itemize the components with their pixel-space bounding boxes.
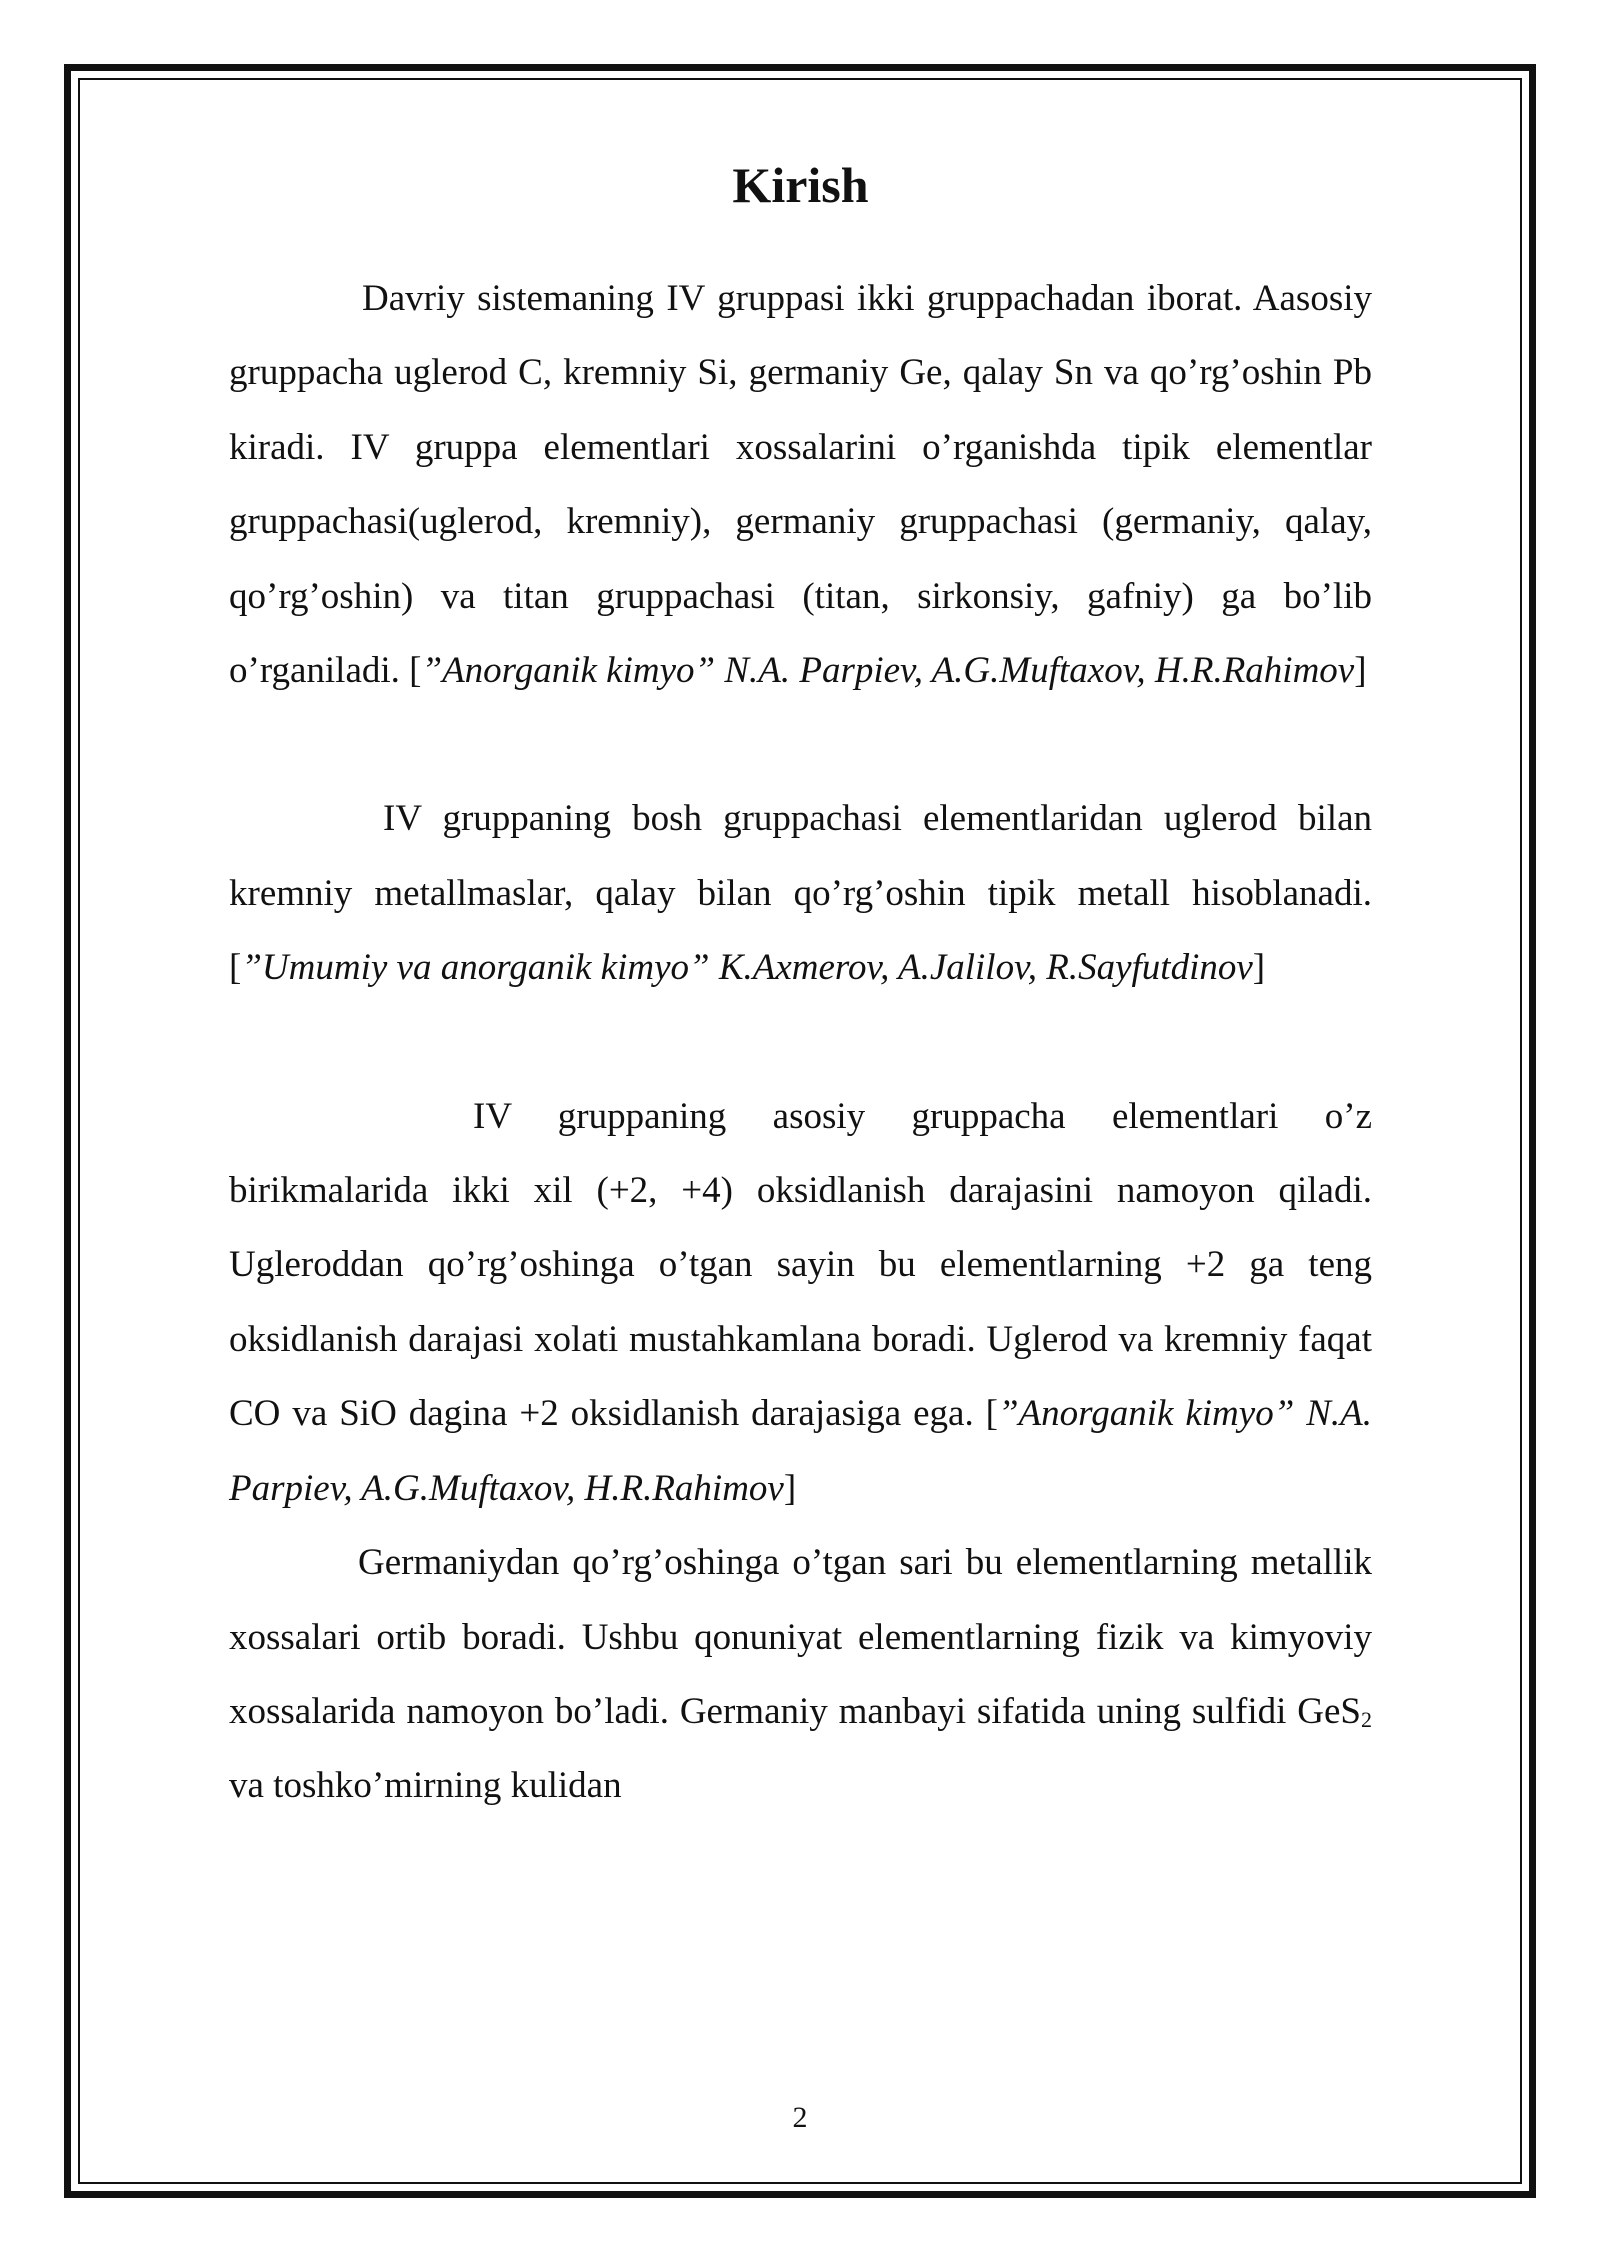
paragraph-3-text: IV gruppaning asosiy gruppacha elementlari o’z birikmalarida ikki xil (+2, +4) oksidlanish darajasini namoyon qiladi. Ugleroddan qo’rg’oshinga o’tgan sayin bu elementlarning +2 ga teng oksidlanish darajasi xolati mustahkamlana boradi. Uglerod va kremniy faqat CO va SiO dagina +2 oksidlanish darajasiga ega. — [229, 1095, 1372, 1435]
citation-close-bracket: ] — [1354, 650, 1367, 692]
citation-open-bracket: [ — [985, 1393, 998, 1435]
paragraph-1 — [229, 262, 1372, 708]
citation-open-bracket: [ — [229, 947, 242, 989]
page-number: 2 — [792, 2101, 808, 2134]
paragraph-4-text: Germaniydan qo’rg’oshinga o’tgan sari bu elementlarning metallik xossalari ortib boradi. Ushbu qonuniyat elementlarning fizik va kimyoviy xossalarida namoyon bo’ladi. Germaniy manbayi sifatida uning sulfidi GeS — [229, 1542, 1372, 1732]
citation-2: ”Umumiy va anorganik kimyo” K.Axmerov, A.Jalilov, R.Sayfutdinov — [241, 947, 1253, 989]
citation-1: ”Anorganik kimyo” N.A. Parpiev, A.G.Muftaxov, H.R.Rahimov — [421, 650, 1355, 692]
citation-close-bracket: ] — [783, 1467, 797, 1509]
citation-3: ”Anorganik kimyo” N.A. Parpiev, A.G.Muftaxov, H.R.Rahimov — [229, 1393, 1373, 1509]
page-title: Kirish — [732, 157, 869, 213]
paragraph-4 — [229, 1526, 1372, 1824]
paragraph-2 — [229, 782, 1372, 1005]
page-content — [229, 140, 1372, 1824]
subscript: 2 — [1361, 1706, 1372, 1732]
citation-open-bracket: [ — [409, 650, 422, 692]
paragraph-3 — [229, 1080, 1372, 1526]
paragraph-2-text: IV gruppaning bosh gruppachasi elementlaridan uglerod bilan kremniy metallmaslar, qalay bilan qo’rg’oshin tipik metall hisoblanadi. — [229, 798, 1372, 914]
citation-close-bracket: ] — [1252, 947, 1266, 989]
paragraph-1-text: Davriy sistemaning IV gruppasi ikki gruppachadan iborat. Aasosiy gruppacha uglerod C, kremniy Si, germaniy Ge, qalay Sn va qo’rg’oshin Pb kiradi. IV gruppa elementlari xossalarini o’rganishda tipik elementlar gruppachasi(uglerod, kremniy), germaniy gruppachasi (germaniy, qalay, qo’rg’oshin) va titan gruppachasi (titan, sirkonsiy, gafniy) ga bo’lib o’rganiladi. — [229, 278, 1372, 692]
paragraph-4-text-after: va toshko’mirning kulidan — [229, 1765, 622, 1807]
